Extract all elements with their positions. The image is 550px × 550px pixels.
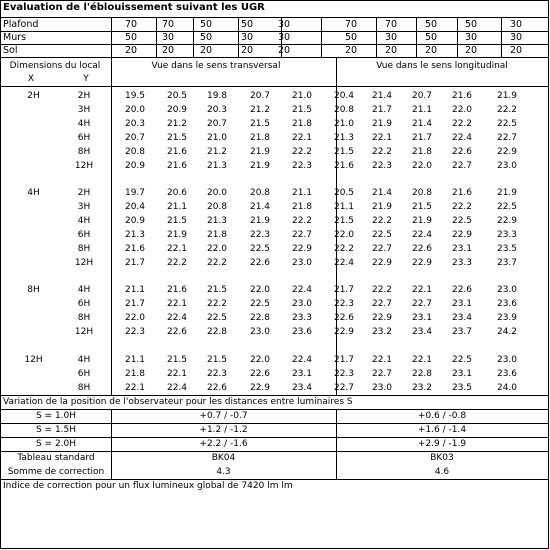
header-value: 70 (384, 19, 398, 30)
ugr-value-longitudinal: 22.0 (333, 230, 355, 240)
ugr-value-transversal: 22.0 (249, 355, 271, 365)
ugr-value-transversal: 19.7 (124, 188, 146, 198)
ugr-value-transversal: 20.8 (206, 202, 228, 212)
header-value: 70 (124, 19, 138, 30)
header-col-divider (376, 18, 377, 57)
body-col-divider (111, 57, 112, 395)
ugr-value-transversal: 21.9 (249, 216, 271, 226)
ugr-value-longitudinal: 21.7 (333, 285, 355, 295)
ugr-value-transversal: 22.4 (291, 285, 313, 295)
ugr-value-transversal: 21.8 (249, 133, 271, 143)
ugr-value-longitudinal: 20.7 (411, 91, 433, 101)
variation-row-label: S = 2.0H (35, 439, 77, 449)
ugr-value-transversal: 20.4 (124, 202, 146, 212)
row-y-label: 4H (77, 119, 91, 129)
ugr-value-longitudinal: 23.1 (451, 244, 473, 254)
ugr-value-transversal: 20.0 (124, 105, 146, 115)
ugr-value-longitudinal: 22.4 (333, 258, 355, 268)
ugr-value-transversal: 21.5 (166, 355, 188, 365)
header-col-divider (193, 18, 194, 57)
ugr-value-transversal: 22.3 (249, 230, 271, 240)
ugr-value-transversal: 22.2 (166, 258, 188, 268)
ugr-value-transversal: 21.6 (166, 147, 188, 157)
ugr-value-longitudinal: 20.8 (333, 105, 355, 115)
ugr-value-longitudinal: 22.7 (411, 299, 433, 309)
header-value: 50 (240, 19, 254, 30)
ugr-value-longitudinal: 22.7 (496, 133, 518, 143)
variation-longitudinal: +2.9 / -1.9 (417, 439, 467, 449)
page-title: Evaluation de l'éblouissement suivant les UGR (3, 2, 265, 13)
ugr-value-longitudinal: 22.5 (496, 119, 518, 129)
ugr-value-transversal: 21.1 (291, 188, 313, 198)
header-value: 20 (384, 45, 398, 56)
ugr-value-longitudinal: 22.3 (371, 161, 393, 171)
ugr-value-longitudinal: 23.1 (451, 299, 473, 309)
ugr-value-transversal: 20.6 (166, 188, 188, 198)
ugr-value-transversal: 21.8 (206, 230, 228, 240)
group-x-label: 12H (24, 355, 43, 365)
header-value: 30 (509, 32, 523, 43)
ugr-value-transversal: 21.0 (291, 91, 313, 101)
header-value: 50 (424, 32, 438, 43)
ugr-value-transversal: 20.7 (249, 91, 271, 101)
ugr-value-transversal: 22.6 (249, 258, 271, 268)
ugr-value-longitudinal: 23.3 (451, 258, 473, 268)
header-col-divider (416, 18, 417, 57)
ugr-value-longitudinal: 22.2 (371, 216, 393, 226)
ugr-value-transversal: 22.7 (291, 230, 313, 240)
variation-transversal: +2.2 / -1.6 (199, 439, 248, 449)
ugr-value-longitudinal: 23.7 (451, 327, 473, 337)
ugr-value-longitudinal: 23.2 (371, 327, 393, 337)
ugr-value-longitudinal: 22.3 (333, 299, 355, 309)
ugr-value-longitudinal: 24.0 (496, 383, 518, 393)
ugr-value-transversal: 22.8 (206, 327, 228, 337)
ugr-value-transversal: 23.0 (249, 327, 271, 337)
ugr-value-transversal: 22.8 (249, 313, 271, 323)
ugr-value-transversal: 22.6 (249, 369, 271, 379)
ugr-value-transversal: 22.6 (206, 383, 228, 393)
ugr-value-longitudinal: 21.7 (411, 133, 433, 143)
ugr-value-longitudinal: 22.6 (451, 285, 473, 295)
ugr-value-longitudinal: 22.1 (371, 133, 393, 143)
header-row-divider (1, 57, 548, 58)
ugr-value-longitudinal: 22.2 (371, 285, 393, 295)
ugr-value-longitudinal: 20.4 (333, 91, 355, 101)
header-value: 20 (124, 45, 138, 56)
ugr-value-longitudinal: 22.3 (333, 369, 355, 379)
ugr-value-transversal: 21.1 (166, 202, 188, 212)
ugr-value-longitudinal: 21.5 (333, 147, 355, 157)
ugr-value-longitudinal: 21.9 (371, 119, 393, 129)
ugr-value-transversal: 22.3 (291, 161, 313, 171)
ugr-value-longitudinal: 23.1 (451, 369, 473, 379)
variation-transversal: +0.7 / -0.7 (199, 411, 248, 421)
y-axis-label: Y (83, 74, 89, 84)
ugr-value-transversal: 22.3 (206, 369, 228, 379)
variation-transversal: +1.2 / -1.2 (199, 425, 248, 435)
ugr-value-transversal: 22.1 (291, 133, 313, 143)
ugr-value-longitudinal: 23.6 (496, 299, 518, 309)
ugr-value-longitudinal: 21.6 (451, 188, 473, 198)
ugr-value-transversal: 22.1 (166, 299, 188, 309)
ugr-value-transversal: 21.3 (206, 216, 228, 226)
header-value: 30 (384, 32, 398, 43)
x-axis-label: X (27, 74, 35, 84)
row-y-label: 8H (77, 383, 91, 393)
ugr-value-longitudinal: 22.1 (411, 355, 433, 365)
ugr-value-longitudinal: 21.1 (333, 202, 355, 212)
ugr-value-transversal: 22.5 (249, 299, 271, 309)
header-col-divider (457, 18, 458, 57)
ugr-value-longitudinal: 21.1 (411, 105, 433, 115)
header-value: 50 (344, 32, 358, 43)
row-y-label: 2H (77, 91, 91, 101)
ugr-value-transversal: 20.9 (166, 105, 188, 115)
ugr-value-longitudinal: 21.8 (411, 147, 433, 157)
ugr-value-longitudinal: 22.2 (451, 119, 473, 129)
ugr-value-longitudinal: 22.1 (411, 285, 433, 295)
header-row-label: Murs (3, 32, 27, 43)
ugr-value-longitudinal: 22.7 (371, 244, 393, 254)
ugr-value-transversal: 22.6 (166, 327, 188, 337)
tableau-longitudinal: BK03 (430, 453, 454, 463)
ugr-value-longitudinal: 22.2 (496, 105, 518, 115)
ugr-value-transversal: 21.5 (166, 216, 188, 226)
ugr-value-longitudinal: 20.5 (333, 188, 355, 198)
ugr-value-transversal: 22.2 (291, 216, 313, 226)
row-y-label: 8H (77, 313, 91, 323)
row-y-label: 3H (77, 105, 91, 115)
ugr-value-longitudinal: 23.0 (496, 161, 518, 171)
ugr-value-transversal: 22.0 (206, 244, 228, 254)
row-y-label: 12H (74, 327, 94, 337)
ugr-value-transversal: 21.5 (166, 133, 188, 143)
ugr-value-longitudinal: 21.9 (496, 91, 518, 101)
header-value: 30 (161, 32, 175, 43)
ugr-value-longitudinal: 20.8 (411, 188, 433, 198)
ugr-value-longitudinal: 22.7 (371, 299, 393, 309)
ugr-value-longitudinal: 23.2 (411, 383, 433, 393)
ugr-value-longitudinal: 21.7 (371, 105, 393, 115)
ugr-value-transversal: 21.6 (166, 285, 188, 295)
ugr-value-longitudinal: 22.9 (451, 230, 473, 240)
row-y-label: 8H (77, 147, 91, 157)
tableau-label: Tableau standard (17, 453, 95, 463)
ugr-value-transversal: 20.8 (249, 188, 271, 198)
ugr-value-longitudinal: 23.6 (496, 369, 518, 379)
tableau-transversal: BK04 (211, 453, 236, 463)
ugr-value-transversal: 20.9 (124, 216, 146, 226)
ugr-value-longitudinal: 23.5 (451, 383, 473, 393)
header-value: 50 (199, 32, 213, 43)
ugr-value-transversal: 21.7 (124, 258, 146, 268)
ugr-value-longitudinal: 21.9 (371, 202, 393, 212)
header-col-divider (321, 18, 322, 57)
group-x-label: 8H (27, 285, 40, 295)
ugr-value-longitudinal: 22.5 (451, 216, 473, 226)
group-x-label: 2H (27, 91, 40, 101)
header-value: 50 (464, 19, 478, 30)
ugr-value-transversal: 20.9 (124, 161, 146, 171)
ugr-value-transversal: 22.9 (249, 383, 271, 393)
footer-note: Indice de correction pour un flux lumineux global de 7420 lm lm (3, 481, 293, 491)
ugr-value-transversal: 21.5 (249, 119, 271, 129)
variation-row-label: S = 1.5H (35, 425, 77, 435)
header-col-divider (111, 18, 112, 57)
ugr-value-transversal: 22.5 (206, 313, 228, 323)
row-y-label: 4H (77, 285, 91, 295)
header-col-divider (238, 18, 239, 57)
ugr-value-transversal: 23.1 (291, 369, 313, 379)
row-y-label: 2H (77, 188, 91, 198)
correction-longitudinal: 4.6 (434, 467, 450, 477)
ugr-value-transversal: 20.3 (206, 105, 228, 115)
header-value: 20 (240, 45, 254, 56)
ugr-value-transversal: 21.2 (249, 105, 271, 115)
ugr-value-longitudinal: 22.7 (333, 383, 355, 393)
header-value: 30 (464, 32, 478, 43)
row-y-label: 4H (77, 216, 91, 226)
ugr-value-longitudinal: 23.4 (451, 313, 473, 323)
ugr-value-transversal: 22.3 (124, 327, 146, 337)
header-value: 20 (161, 45, 175, 56)
ugr-value-longitudinal: 21.4 (371, 91, 393, 101)
variation-longitudinal: +1.6 / -1.4 (417, 425, 467, 435)
ugr-value-longitudinal: 24.2 (496, 327, 518, 337)
ugr-value-longitudinal: 21.7 (333, 355, 355, 365)
ugr-value-longitudinal: 22.5 (496, 202, 518, 212)
ugr-value-transversal: 22.2 (291, 147, 313, 157)
ugr-value-longitudinal: 22.6 (411, 244, 433, 254)
ugr-value-longitudinal: 21.0 (333, 119, 355, 129)
header-value: 20 (509, 45, 523, 56)
ugr-value-longitudinal: 22.9 (371, 313, 393, 323)
header-row-label: Plafond (3, 19, 39, 30)
ugr-value-transversal: 22.1 (124, 383, 146, 393)
dimensions-label: Dimensions du local (9, 61, 101, 71)
ugr-value-longitudinal: 22.4 (411, 230, 433, 240)
ugr-value-longitudinal: 21.4 (371, 188, 393, 198)
ugr-value-transversal: 22.0 (124, 313, 146, 323)
ugr-value-longitudinal: 22.9 (371, 258, 393, 268)
ugr-value-transversal: 22.0 (249, 285, 271, 295)
ugr-value-transversal: 19.5 (124, 91, 146, 101)
ugr-value-transversal: 21.3 (124, 230, 146, 240)
ugr-value-transversal: 20.7 (206, 119, 228, 129)
ugr-value-longitudinal: 21.4 (411, 119, 433, 129)
ugr-value-longitudinal: 22.7 (451, 161, 473, 171)
ugr-value-transversal: 23.3 (291, 313, 313, 323)
ugr-value-longitudinal: 21.5 (411, 202, 433, 212)
ugr-value-transversal: 20.3 (124, 119, 146, 129)
ugr-value-transversal: 21.1 (124, 355, 146, 365)
header-value: 70 (161, 19, 175, 30)
correction-transversal: 4.3 (216, 467, 231, 477)
header-value: 30 (277, 32, 291, 43)
ugr-value-transversal: 20.8 (124, 147, 146, 157)
ugr-value-transversal: 21.2 (166, 119, 188, 129)
ugr-value-transversal: 21.8 (291, 202, 313, 212)
header-value: 20 (277, 45, 291, 56)
ugr-value-transversal: 21.5 (291, 105, 313, 115)
ugr-value-transversal: 21.6 (166, 161, 188, 171)
ugr-value-longitudinal: 22.9 (496, 147, 518, 157)
ugr-value-transversal: 21.2 (206, 147, 228, 157)
row-y-label: 6H (77, 230, 91, 240)
header-row-label: Sol (3, 45, 18, 56)
variation-label: Variation de la position de l'observateur pour les distances entre luminaires S (3, 397, 353, 407)
group-x-label: 4H (27, 188, 40, 198)
ugr-value-transversal: 19.8 (206, 91, 228, 101)
ugr-value-longitudinal: 22.2 (451, 202, 473, 212)
ugr-value-longitudinal: 21.5 (333, 216, 355, 226)
ugr-value-transversal: 20.0 (206, 188, 228, 198)
ugr-value-transversal: 22.5 (249, 244, 271, 254)
ugr-value-transversal: 23.0 (291, 299, 313, 309)
ugr-value-longitudinal: 23.7 (496, 258, 518, 268)
ugr-value-transversal: 21.6 (124, 244, 146, 254)
header-value: 20 (344, 45, 358, 56)
header-col-divider (156, 18, 157, 57)
header-value: 20 (199, 45, 213, 56)
header-value: 50 (124, 32, 138, 43)
ugr-value-longitudinal: 21.3 (333, 133, 355, 143)
header-value: 20 (424, 45, 438, 56)
row-y-label: 6H (77, 299, 91, 309)
ugr-value-longitudinal: 21.6 (451, 91, 473, 101)
ugr-value-transversal: 21.8 (291, 119, 313, 129)
ugr-value-longitudinal: 23.0 (496, 285, 518, 295)
row-y-label: 8H (77, 244, 91, 254)
ugr-value-longitudinal: 23.3 (496, 230, 518, 240)
header-value: 50 (199, 19, 213, 30)
ugr-value-longitudinal: 22.1 (371, 355, 393, 365)
ugr-value-longitudinal: 23.0 (496, 355, 518, 365)
ugr-value-transversal: 21.7 (124, 299, 146, 309)
ugr-value-transversal: 22.4 (166, 383, 188, 393)
row-y-label: 4H (77, 355, 91, 365)
subheader-divider (1, 86, 548, 87)
ugr-value-longitudinal: 23.9 (496, 313, 518, 323)
ugr-value-longitudinal: 22.8 (411, 369, 433, 379)
ugr-value-transversal: 22.2 (206, 258, 228, 268)
ugr-value-longitudinal: 22.9 (411, 258, 433, 268)
correction-label: Somme de correction (7, 467, 105, 477)
header-col-divider (281, 18, 282, 57)
ugr-value-transversal: 21.5 (206, 285, 228, 295)
header-value: 30 (240, 32, 254, 43)
longitudinal-label: Vue dans le sens longitudinal (376, 61, 508, 71)
row-y-label: 12H (74, 161, 94, 171)
ugr-value-transversal: 21.1 (124, 285, 146, 295)
variation-longitudinal: +0.6 / -0.8 (417, 411, 467, 421)
row-y-label: 6H (77, 369, 91, 379)
ugr-value-transversal: 21.5 (206, 355, 228, 365)
header-col-divider (501, 18, 502, 57)
header-value: 70 (344, 19, 358, 30)
header-value: 30 (277, 19, 291, 30)
ugr-value-longitudinal: 22.6 (451, 147, 473, 157)
header-value: 20 (464, 45, 478, 56)
ugr-value-transversal: 22.4 (166, 313, 188, 323)
ugr-value-transversal: 22.1 (166, 369, 188, 379)
ugr-value-longitudinal: 22.5 (451, 355, 473, 365)
ugr-value-longitudinal: 23.4 (411, 327, 433, 337)
ugr-value-longitudinal: 22.4 (451, 133, 473, 143)
ugr-value-transversal: 22.9 (291, 244, 313, 254)
ugr-value-longitudinal: 21.6 (333, 161, 355, 171)
ugr-value-transversal: 21.0 (206, 133, 228, 143)
ugr-value-transversal: 22.1 (166, 244, 188, 254)
variation-row-label: S = 1.0H (35, 411, 77, 421)
ugr-value-transversal: 21.9 (166, 230, 188, 240)
ugr-value-longitudinal: 22.5 (371, 230, 393, 240)
ugr-value-longitudinal: 22.2 (371, 147, 393, 157)
ugr-value-longitudinal: 22.7 (371, 369, 393, 379)
ugr-value-transversal: 22.2 (206, 299, 228, 309)
row-y-label: 12H (74, 258, 94, 268)
ugr-value-transversal: 23.4 (291, 383, 313, 393)
ugr-value-transversal: 21.3 (206, 161, 228, 171)
ugr-value-longitudinal: 22.9 (333, 327, 355, 337)
ugr-value-transversal: 22.4 (291, 355, 313, 365)
ugr-value-longitudinal: 22.9 (496, 216, 518, 226)
ugr-value-transversal: 23.0 (291, 258, 313, 268)
ugr-value-transversal: 21.8 (124, 369, 146, 379)
row-y-label: 3H (77, 202, 91, 212)
row-y-label: 6H (77, 133, 91, 143)
ugr-value-longitudinal: 23.1 (411, 313, 433, 323)
ugr-value-longitudinal: 23.5 (496, 244, 518, 254)
header-value: 50 (424, 19, 438, 30)
ugr-value-longitudinal: 22.2 (333, 244, 355, 254)
ugr-value-transversal: 21.4 (249, 202, 271, 212)
ugr-value-longitudinal: 22.6 (333, 313, 355, 323)
transversal-label: Vue dans le sens transversal (151, 61, 281, 71)
ugr-value-longitudinal: 21.9 (411, 216, 433, 226)
ugr-value-transversal: 21.9 (249, 147, 271, 157)
ugr-value-transversal: 20.7 (124, 133, 146, 143)
header-value: 30 (509, 19, 523, 30)
ugr-value-longitudinal: 23.0 (371, 383, 393, 393)
ugr-value-longitudinal: 22.0 (411, 161, 433, 171)
ugr-value-transversal: 20.5 (166, 91, 188, 101)
ugr-value-transversal: 23.6 (291, 327, 313, 337)
ugr-value-longitudinal: 22.0 (451, 105, 473, 115)
ugr-value-transversal: 21.9 (249, 161, 271, 171)
ugr-value-longitudinal: 21.9 (496, 188, 518, 198)
